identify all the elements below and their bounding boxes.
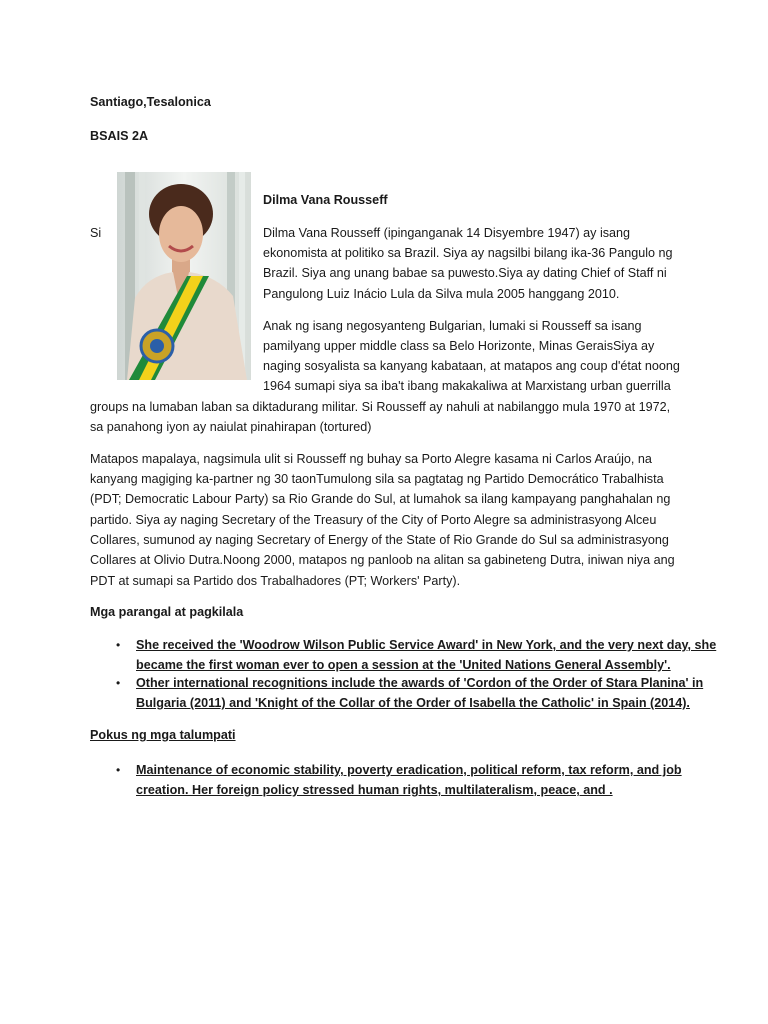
para2-line: pamilyang upper middle class sa Belo Horizonte, Minas GeraisSiya ay (263, 339, 655, 353)
speeches-heading: Pokus ng mga talumpati (90, 728, 236, 742)
bullet-icon: • (116, 638, 121, 652)
para3-line: Collares, sumunod ay naging Secretary of Energy of the State of Rio Grande do Sul sa administrasyong (90, 533, 669, 547)
para3-line: Matapos mapalaya, nagsimula ulit si Rousseff ng buhay sa Porto Alegre kasama ni Carlos Araújo, na (90, 452, 652, 466)
para1-line: Brazil. Siya ang unang babae sa puwesto.Siya ay dating Chief of Staff ni (263, 266, 667, 280)
para3-line: PDT at sumapi sa Partido dos Trabalhadores (PT; Workers' Party). (90, 574, 461, 588)
para1-line: ekonomista at politiko sa Brazil. Siya ay nagsilbi bilang ika-36 Pangulo ng (263, 246, 673, 260)
para2-line: 1964 sumapi siya sa iba't ibang makakaliwa at Marxistang urban guerrilla (263, 379, 671, 393)
intro-word: Si (90, 226, 102, 240)
bullet-icon: • (116, 676, 121, 690)
award-item-line: Bulgaria (2011) and 'Knight of the Collar of the Order of Isabella the Catholic' in Spain (2014). (136, 696, 690, 710)
speech-item-line: creation. Her foreign policy stressed human rights, multilateralism, peace, and . (136, 783, 613, 797)
para2-line: groups na lumaban laban sa diktadurang militar. Si Rousseff ay nahuli at nabilanggo mula 1970 at 1972, (90, 400, 671, 414)
bullet-icon: • (116, 763, 121, 777)
class-section: BSAIS 2A (90, 129, 149, 143)
award-item-line: She received the 'Woodrow Wilson Public Service Award' in New York, and the very next day, she (136, 638, 717, 652)
speech-item-line: Maintenance of economic stability, poverty eradication, political reform, tax reform, and job (136, 763, 682, 777)
awards-heading: Mga parangal at pagkilala (90, 605, 244, 619)
award-item-line: became the first woman ever to open a session at the 'United Nations General Assembly'. (136, 658, 671, 672)
para3-line: kanyang magiging ka-partner ng 30 taonTumulong sila sa pagtatag ng Partido Democrático Trabalhista (90, 472, 664, 486)
para1-line: Pangulong Luiz Inácio Lula da Silva mula 2005 hanggang 2010. (263, 287, 620, 301)
bio-title: Dilma Vana Rousseff (263, 193, 388, 207)
para2-line: naging sosyalista sa kanyang kabataan, at matapos ang coup d'état noong (263, 359, 680, 373)
para3-line: partido. Siya ay naging Secretary of the Treasury of the City of Porto Alegre sa administrasyong Alceu (90, 513, 657, 527)
para2-line: sa panahong iyon ay naiulat pinahirapan (tortured) (90, 420, 372, 434)
para3-line: Collares at Olivio Dutra.Noong 2000, matapos ng panloob na alitan sa gabineteng Dutra, iniwan niya ang (90, 553, 675, 567)
para1-line: Dilma Vana Rousseff (ipinganganak 14 Disyembre 1947) ay isang (263, 226, 631, 240)
portrait-image (117, 172, 251, 380)
para2-line: Anak ng isang negosyanteng Bulgarian, lumaki si Rousseff sa isang (263, 319, 642, 333)
author-name: Santiago,Tesalonica (90, 95, 211, 109)
award-item-line: Other international recognitions include the awards of 'Cordon of the Order of Stara Planina' in (136, 676, 704, 690)
para3-line: (PDT; Democratic Labour Party) sa Rio Grande do Sul, at lumahok sa ilang kampayang panghahalan ng (90, 492, 671, 506)
